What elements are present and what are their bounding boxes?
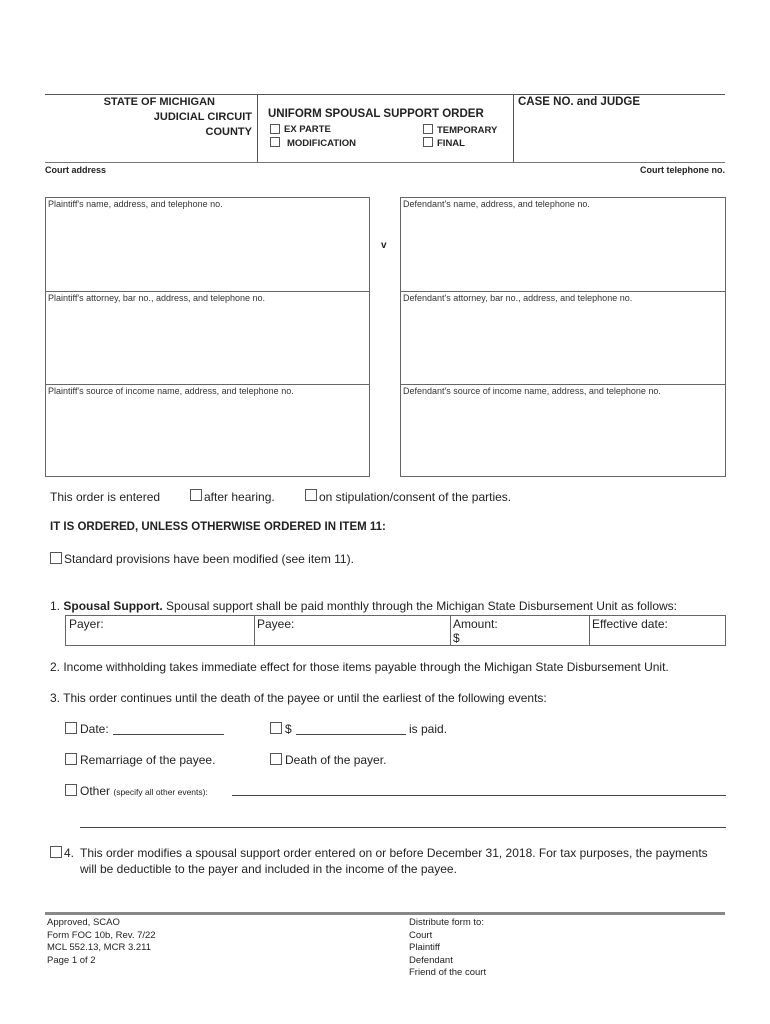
date-label: Date: bbox=[80, 722, 109, 736]
other-field-1[interactable] bbox=[232, 795, 726, 796]
state-label: STATE OF MICHIGAN bbox=[103, 96, 215, 108]
plaintiff-name-label: Plaintiff's name, address, and telephone no. bbox=[48, 199, 223, 209]
other-label: Other bbox=[80, 784, 111, 798]
remarriage-checkbox[interactable] bbox=[65, 753, 77, 765]
ex-parte-label: EX PARTE bbox=[284, 124, 331, 135]
stipulation-checkbox[interactable] bbox=[305, 489, 317, 501]
plaintiff-income-label: Plaintiff's source of income name, address, and telephone no. bbox=[48, 386, 294, 396]
date-checkbox[interactable] bbox=[65, 722, 77, 734]
distribute-court: Court bbox=[409, 929, 433, 941]
modification-label: MODIFICATION bbox=[287, 138, 356, 149]
case-no-label: CASE NO. and JUDGE bbox=[518, 96, 641, 108]
standard-mod-checkbox[interactable] bbox=[50, 552, 62, 564]
plaintiff-attorney-label: Plaintiff's attorney, bar no., address, and telephone no. bbox=[48, 293, 266, 303]
entry-lead: This order is entered bbox=[50, 490, 161, 504]
distribute-label: Distribute form to: bbox=[409, 917, 484, 928]
circuit-label: JUDICIAL CIRCUIT bbox=[153, 111, 252, 123]
temporary-label: TEMPORARY bbox=[437, 125, 498, 136]
final-label: FINAL bbox=[437, 138, 465, 149]
item3-text: 3. This order continues until the death of the payee or until the earliest of the following events: bbox=[50, 691, 547, 705]
stipulation-label: on stipulation/consent of the parties. bbox=[319, 490, 512, 504]
versus-label: v bbox=[381, 240, 387, 251]
footer-left bbox=[47, 917, 156, 967]
payee-label: Payee: bbox=[257, 617, 295, 631]
other-text bbox=[80, 784, 208, 798]
payer-label: Payer: bbox=[69, 617, 104, 631]
remarriage-label: Remarriage of the payee. bbox=[80, 753, 216, 767]
temporary-checkbox[interactable] bbox=[423, 124, 433, 134]
after-hearing-label: after hearing. bbox=[204, 490, 275, 504]
effective-label: Effective date: bbox=[592, 617, 668, 631]
other-note: (specify all other events): bbox=[113, 787, 208, 797]
court-phone-label: Court telephone no. bbox=[640, 165, 725, 175]
distribute-foc: Friend of the court bbox=[409, 967, 487, 978]
support-table bbox=[65, 615, 726, 646]
modification-checkbox[interactable] bbox=[270, 137, 280, 147]
final-checkbox[interactable] bbox=[423, 137, 433, 147]
plaintiff-box bbox=[45, 197, 370, 477]
court-address-label: Court address bbox=[45, 165, 107, 175]
standard-mod-label: Standard provisions have been modified (see item 11). bbox=[64, 552, 354, 566]
defendant-attorney-label: Defendant's attorney, bar no., address, and telephone no. bbox=[403, 293, 633, 303]
footer-approved: Approved, SCAO bbox=[47, 917, 120, 928]
item4-num: 4. bbox=[64, 846, 75, 860]
other-field-2[interactable] bbox=[80, 827, 726, 828]
amount-paid-field[interactable] bbox=[296, 734, 406, 735]
county-label: COUNTY bbox=[205, 126, 252, 138]
defendant-name-label: Defendant's name, address, and telephone no. bbox=[403, 199, 590, 209]
after-hearing-checkbox[interactable] bbox=[190, 489, 202, 501]
item4-line1: This order modifies a spousal support order entered on or before December 31, 2018. For tax purposes, the payments bbox=[80, 846, 708, 860]
item1-body: Spousal support shall be paid monthly through the Michigan State Disbursement Unit as follows: bbox=[166, 599, 677, 613]
form-title: UNIFORM SPOUSAL SUPPORT ORDER bbox=[268, 108, 484, 120]
item2-text: 2. Income withholding takes immediate effect for those items payable through the Michigan State Disbursement Unit. bbox=[50, 660, 669, 674]
is-paid-label: is paid. bbox=[409, 722, 448, 736]
item1-num: 1. bbox=[50, 599, 61, 613]
item1-text bbox=[50, 599, 677, 613]
ordered-heading: IT IS ORDERED, UNLESS OTHERWISE ORDERED IN ITEM 11: bbox=[50, 521, 386, 533]
amount-paid-checkbox[interactable] bbox=[270, 722, 282, 734]
footer-page: Page 1 of 2 bbox=[47, 954, 96, 966]
distribute-defendant: Defendant bbox=[409, 954, 453, 966]
footer-mcl: MCL 552.13, MCR 3.211 bbox=[47, 942, 152, 953]
death-label: Death of the payer. bbox=[285, 753, 387, 767]
amount-paid-dollar: $ bbox=[285, 722, 292, 736]
defendant-box bbox=[400, 197, 726, 477]
footer-right bbox=[409, 917, 486, 980]
death-checkbox[interactable] bbox=[270, 753, 282, 765]
item1-bold: Spousal Support. bbox=[63, 599, 163, 613]
defendant-income-label: Defendant's source of income name, address, and telephone no. bbox=[403, 386, 661, 396]
footer-form-no: Form FOC 10b, Rev. 7/22 bbox=[47, 929, 156, 941]
date-field[interactable] bbox=[113, 734, 224, 735]
ex-parte-checkbox[interactable] bbox=[270, 124, 280, 134]
amount-dollar: $ bbox=[453, 631, 460, 645]
other-checkbox[interactable] bbox=[65, 784, 77, 796]
distribute-plaintiff: Plaintiff bbox=[409, 942, 440, 953]
footer-rule bbox=[45, 912, 725, 915]
amount-label: Amount: bbox=[453, 617, 498, 631]
item4-line2: will be deductible to the payer and included in the income of the payee. bbox=[80, 862, 457, 876]
item4-checkbox[interactable] bbox=[50, 846, 62, 858]
